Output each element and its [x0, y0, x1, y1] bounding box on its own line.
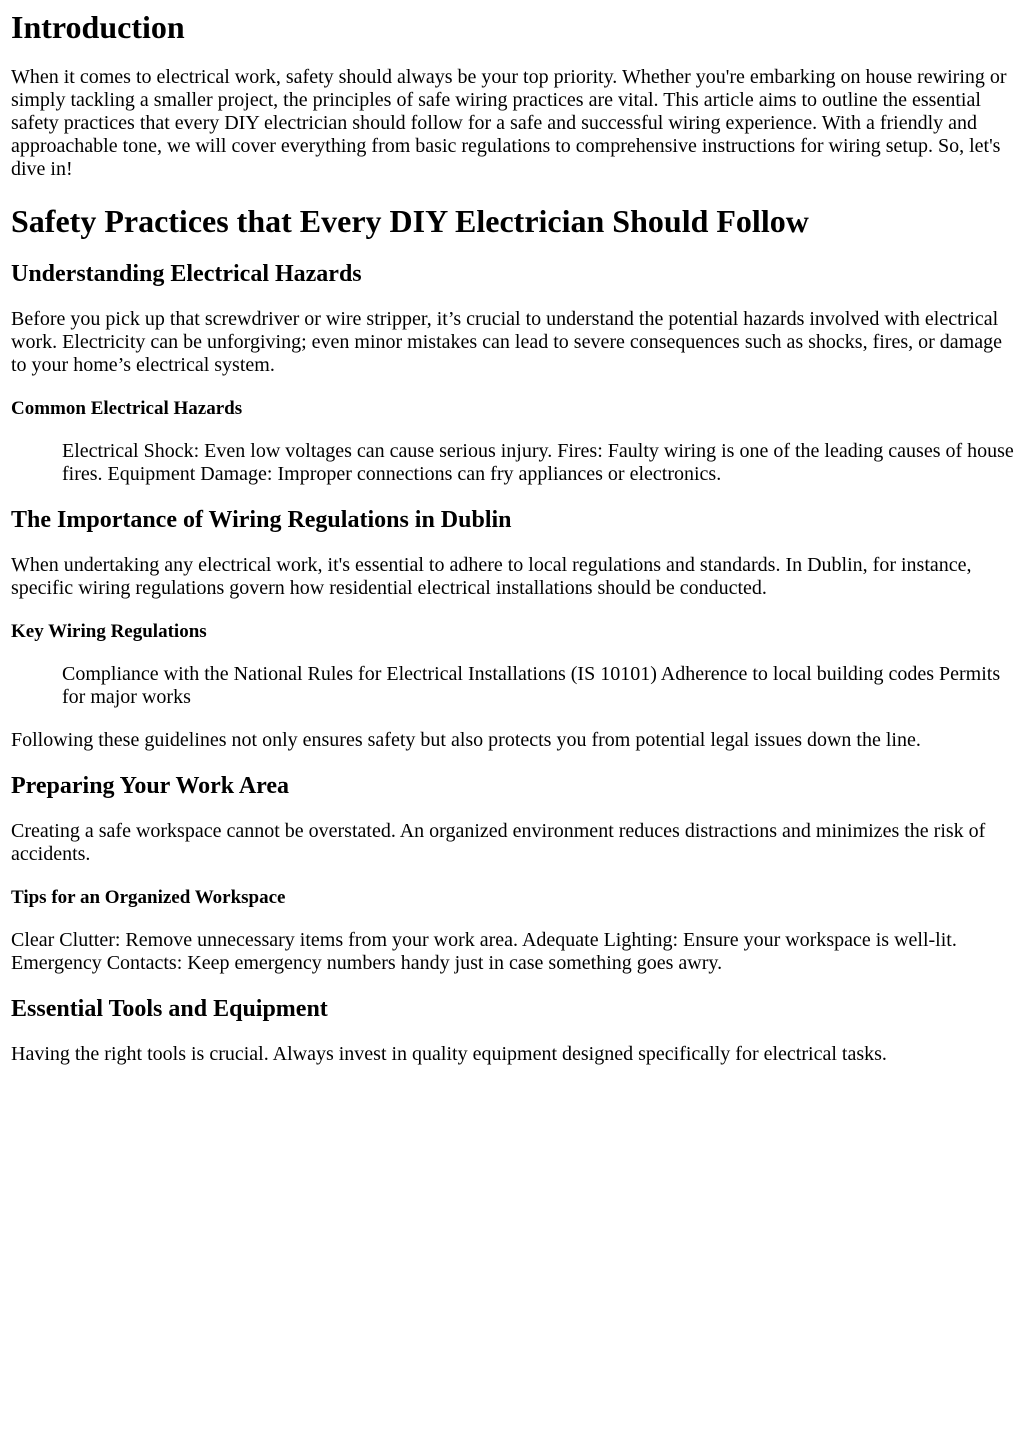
intro-heading: Introduction: [11, 9, 185, 45]
hazards-subheading: Common Electrical Hazards: [11, 398, 243, 419]
regulations-closing: Following these guidelines not only ensures safety but also protects you from potential legal issues down the line.: [11, 729, 921, 751]
regulations-paragraph: When undertaking any electrical work, it's essential to adhere to local regulations and standards. In Dublin, for instance, specific wiring regulations govern how residential electrical installations should be conducted.: [11, 554, 972, 599]
regulations-list: Compliance with the National Rules for Electrical Installations (IS 10101) Adherence to local building codes Permits for major works: [62, 663, 1001, 708]
regulations-heading: The Importance of Wiring Regulations in Dublin: [11, 507, 512, 533]
article: [0, 9, 1024, 1066]
work-area-paragraph: Creating a safe workspace cannot be overstated. An organized environment reduces distractions and minimizes the risk of accidents.: [11, 820, 986, 865]
hazards-paragraph: Before you pick up that screwdriver or wire stripper, it’s crucial to understand the potential hazards involved with electrical work. Electricity can be unforgiving; even minor mistakes can lead to severe consequences such as shocks, fires, or damage to your home’s electrical system.: [11, 308, 1002, 376]
work-area-tips: Clear Clutter: Remove unnecessary items from your work area. Adequate Lighting: Ensure your workspace is well-lit. Emergency Contacts: Keep emergency numbers handy just in case something goes awry.: [11, 929, 957, 974]
tools-heading: Essential Tools and Equipment: [11, 996, 328, 1022]
intro-paragraph: When it comes to electrical work, safety should always be your top priority. Whether you're embarking on house rewiring or simply tackling a smaller project, the principles of safe wiring practices are vital. This article aims to outline the essential safety practices that every DIY electrician should follow for a safe and successful wiring experience. With a friendly and approachable tone, we will cover everything from basic regulations to comprehensive instructions for wiring setup. So, let's dive in!: [11, 66, 1007, 180]
hazards-heading: Understanding Electrical Hazards: [11, 261, 362, 287]
tools-paragraph: Having the right tools is crucial. Always invest in quality equipment designed specifically for electrical tasks.: [11, 1043, 887, 1065]
main-heading: Safety Practices that Every DIY Electrician Should Follow: [11, 203, 809, 239]
hazards-list: Electrical Shock: Even low voltages can cause serious injury. Fires: Faulty wiring is one of the leading causes of house fires. Equipment Damage: Improper connections can fry appliances or electronics.: [62, 440, 1014, 485]
work-area-heading: Preparing Your Work Area: [11, 773, 290, 799]
regulations-subheading: Key Wiring Regulations: [11, 621, 207, 642]
work-area-subheading: Tips for an Organized Workspace: [11, 887, 286, 908]
